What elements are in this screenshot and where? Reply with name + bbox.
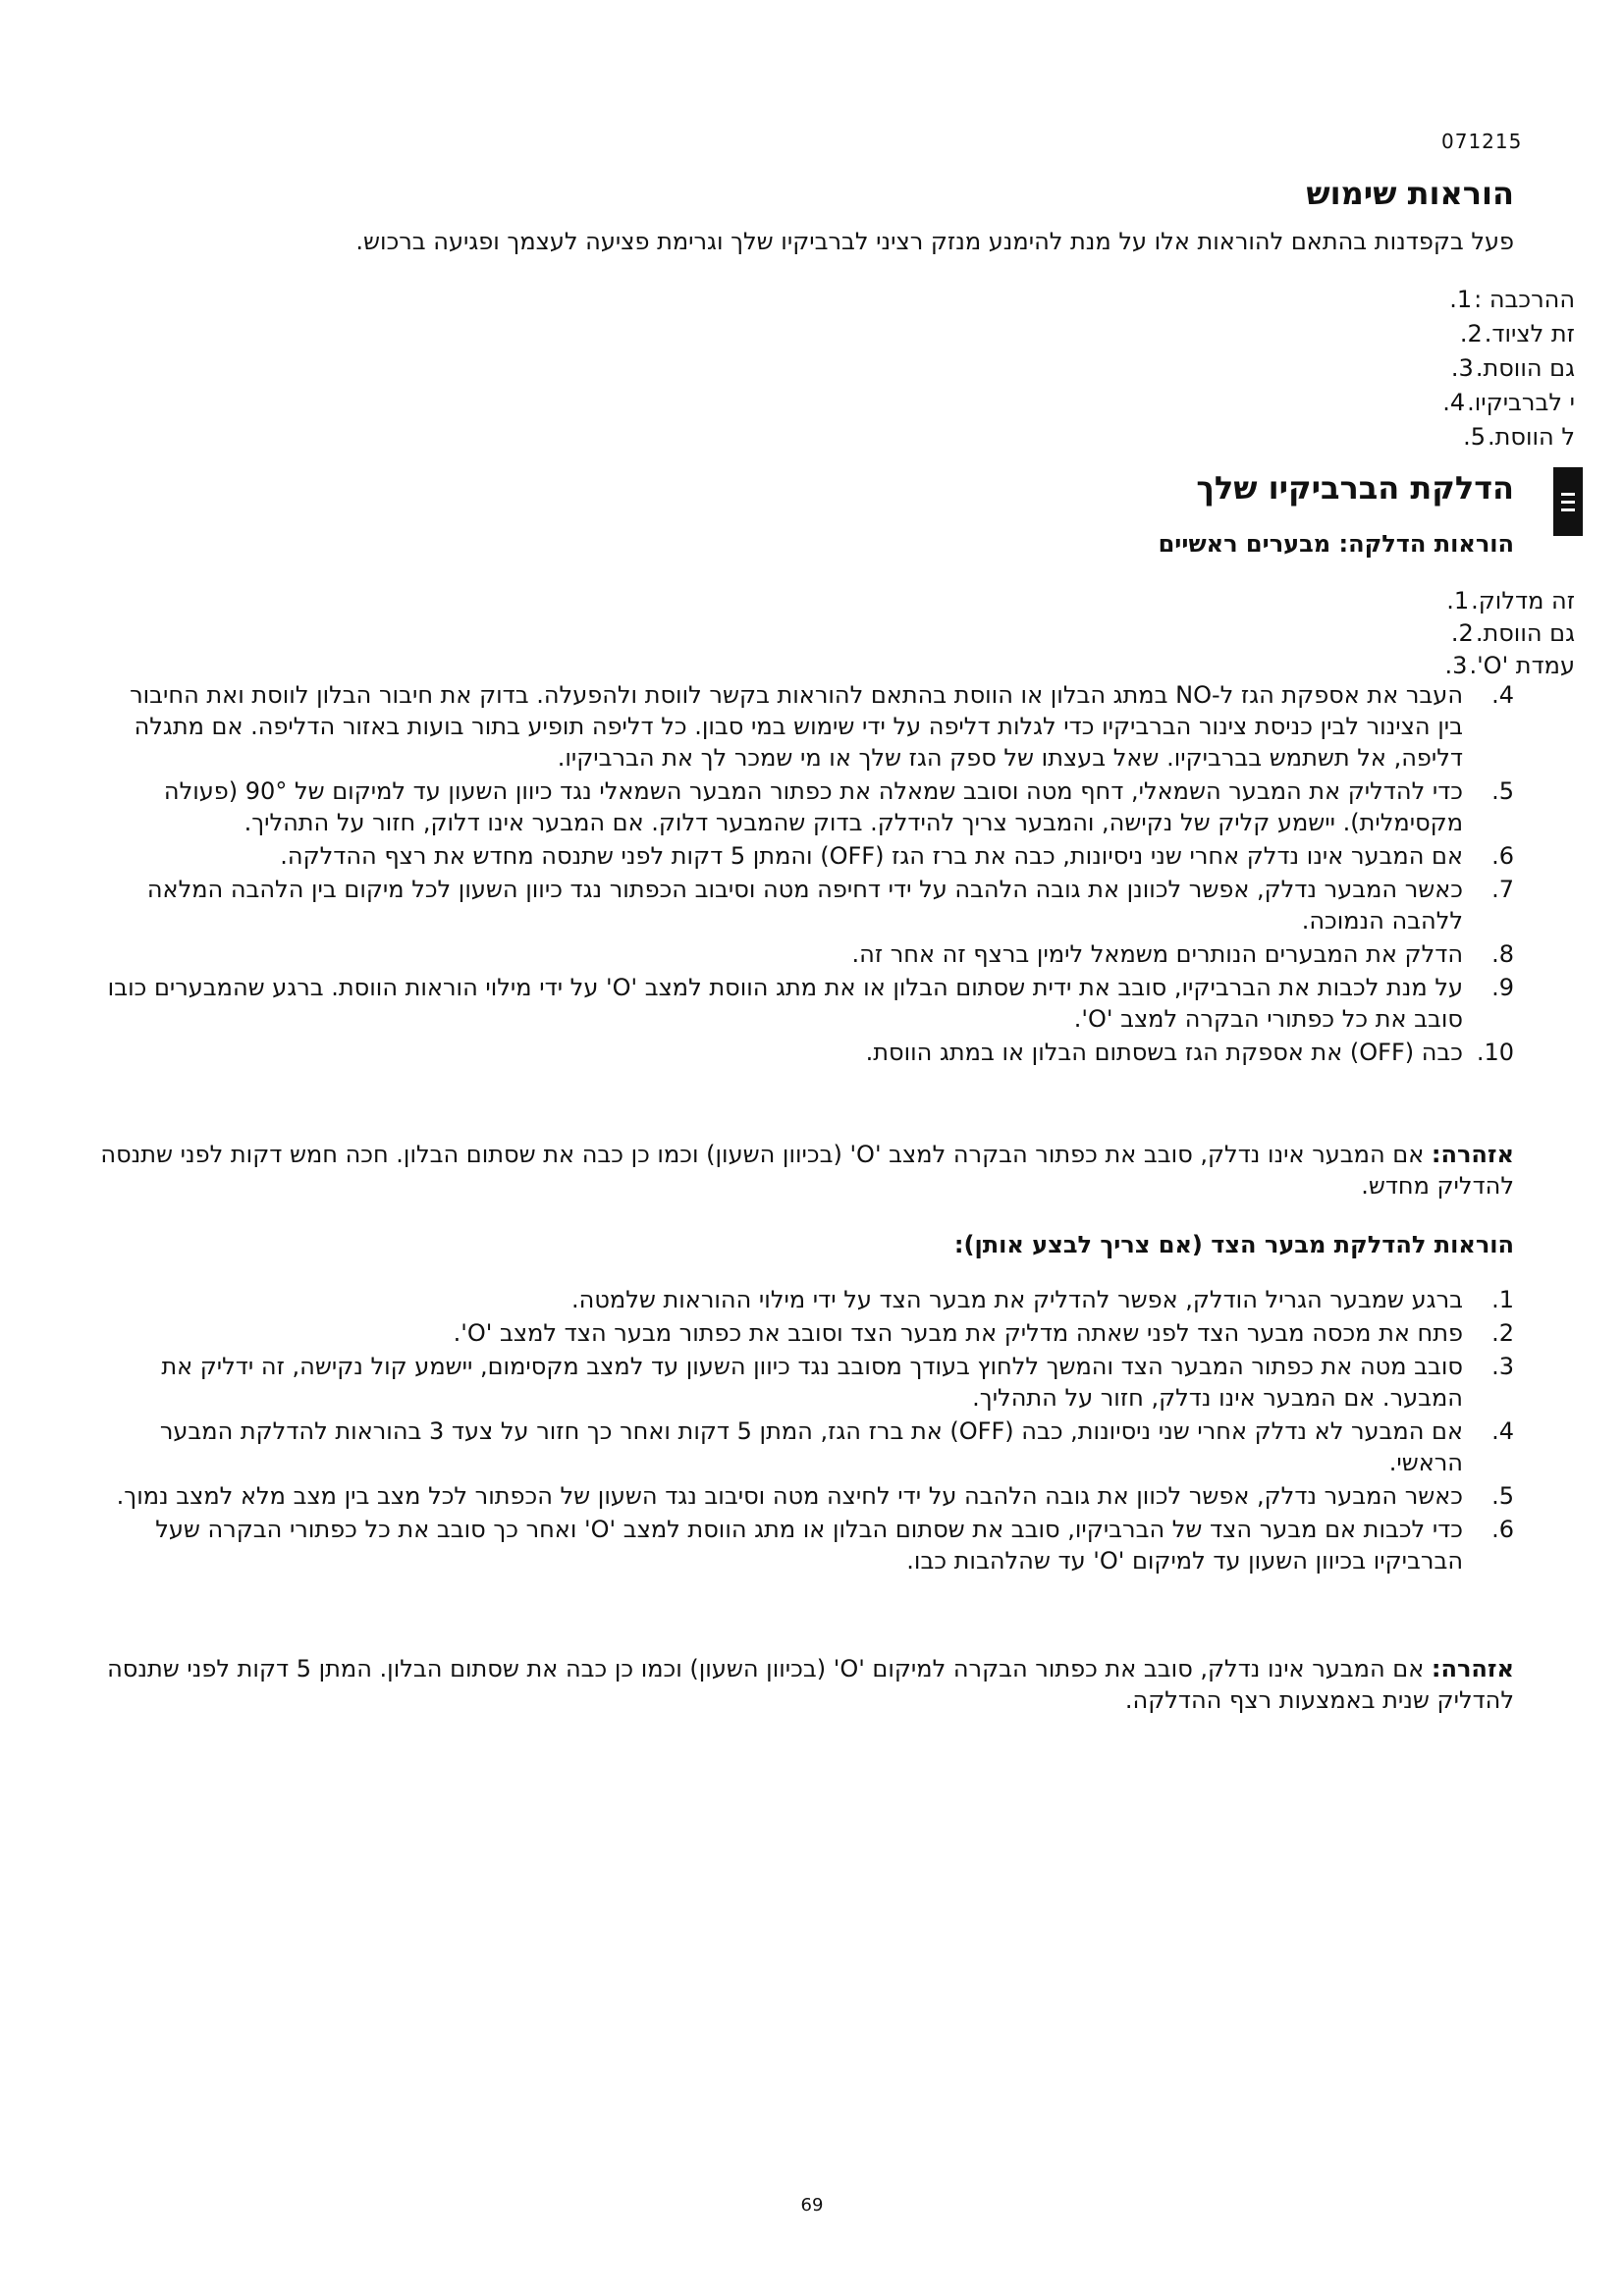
list-item: 6. אם המבער אינו נדלק אחרי שני ניסיונות, כבה את ברז הגז (OFF) והמתן 5 דקות לפני שתנסה מחדש את רצף ההדלקה. (280, 842, 1514, 870)
main-burners-subtitle: הוראות הדלקה: מבערים ראשיים (1158, 530, 1514, 558)
list-item: 4. אם המבער לא נדלק אחרי שני ניסיונות, כבה (OFF) את ברז הגז, המתן 5 דקות ואחר כך חזור על צעד 3 בהוראות להדלקת המבער הראשי. (159, 1417, 1514, 1476)
main-burner-steps (100, 679, 1514, 1070)
list-item: זת לציוד. 2. (1459, 320, 1575, 347)
language-tab-icon (1553, 467, 1583, 536)
cut-steps-list (1418, 585, 1575, 682)
page-number: 69 (800, 2195, 824, 2216)
list-item: 7. כאשר המבער נדלק, אפשר לכוונן את גובה הלהבה על ידי דחיפה מטה וסיבוב הכפתור נגד כיוון השעון לכל מיקום בין הלהבה המלאה ללהבה הנמוכה. (146, 876, 1514, 934)
list-item: י לברביקיו. 4. (1442, 389, 1575, 416)
list-item: ל הווסת. 5. (1463, 423, 1575, 451)
usage-instructions-title: הוראות שימוש (1306, 175, 1514, 212)
side-burner-steps (100, 1284, 1514, 1578)
list-item: 8. הדלק את המבערים הנותרים משמאל לימין ברצף זה אחר זה. (851, 940, 1514, 968)
list-item: גם הווסת. 3. (1450, 354, 1575, 382)
list-item: גם הווסת. 2. (1450, 619, 1575, 647)
usage-intro-paragraph: פעל בקפדנות בהתאם להוראות אלו על מנת להימנע מנזק רציני לברביקיו שלך וגרימת פציעה לעצמך ופגיעה ברכוש. (355, 228, 1514, 255)
document-code: 071215 (1441, 130, 1523, 153)
list-item: 3. סובב מטה את כפתור המבער הצד והמשך ללחוץ בעודך מסובב נגד כיוון השעון עד למצב מקסימום, יישמע קול נקישה, זה ידליק את המבער. אם המבער אינו נדלק, חזור על התהליך. (161, 1353, 1514, 1412)
side-burner-title: הוראות להדלקת מבער הצד (אם צריך לבצע אותן): (953, 1231, 1514, 1258)
warning-text: אם המבער אינו נדלק, סובב את כפתור הבקרה למצב 'O' (בכיוון השעון) וכמו כן כבה את שסתום הבלון. חכה חמש דקות לפני שתנסה להדליק מחדש. (100, 1141, 1514, 1200)
list-item: 5. כדי להדליק את המבער השמאלי, דחף מטה וסובב שמאלה את כפתור המבער השמאלי נגד כיוון השעון עד למיקום של 90° (פעולה מקסימלית). יישמע קליק של נקישה, והמבער צריך להידלק. בדוק שהמבער דלוק. אם המבער אינו דלוק, חזור על התהליך. (163, 777, 1514, 836)
warning-side-burner (100, 1653, 1514, 1716)
list-item: 10. כבה (OFF) את אספקת הגז בשסתום הבלון או במתג הווסת. (865, 1039, 1514, 1066)
list-item: 9. על מנת לכבות את הברביקיו, סובב את ידית שסתום הבלון או את מתג הווסת למצב 'O' על ידי מילוי הוראות הווסת. ברגע שהמבערים כובו סובב את כל כפתורי הבקרה למצב 'O'. (107, 974, 1514, 1033)
warning-text: אם המבער אינו נדלק, סובב את כפתור הבקרה למיקום 'O' (בכיוון השעון) וכמו כן כבה את שסתום הבלון. המתן 5 דקות לפני שתנסה להדליק שנית באמצעות רצף ההדלקה. (107, 1655, 1514, 1714)
warning-label: אזהרה: (1431, 1141, 1514, 1168)
list-item: 6. כדי לכבות אם מבער הצד של הברביקיו, סובב את שסתום הבלון או מתג הווסת למצב 'O' ואחר כך סובב את כל כפתורי הבקרה שעל הברביקיו בכיוון השעון עד למיקום 'O' עד שהלהבות כבו. (155, 1516, 1514, 1575)
list-item: זה מדלוק. 1. (1446, 587, 1575, 614)
warning-label: אזהרה: (1431, 1655, 1514, 1682)
list-item: ההרכבה : 1. (1449, 286, 1575, 313)
list-item: 4. העבר את אספקת הגז ל-NO במתג הבלון או הווסת בהתאם להוראות בקשר לווסת ולהפעלה. בדוק את חיבור הבלון לווסת ואת החיבור בין הצינור לבין כניסת צינור הברביקיו כדי לגלות דליפה על ידי שימוש במי סבון. כל דליפה תופיע בתור בועות באזור הדליפה. אם מתגלה דליפה, אל תשתמש בברביקיו. שאל בעצתו של ספק הגז שלך או מי שמכר לך את הברביקיו. (130, 681, 1514, 772)
warning-main-burner (100, 1139, 1514, 1201)
safety-list (1320, 283, 1575, 454)
list-item: 2. פתח את מכסה מבער הצד לפני שאתה מדליק את מבער הצד וסובב את כפתור מבער הצד למצב 'O'. (453, 1319, 1514, 1347)
list-item: 5. כאשר המבער נדלק, אפשר לכוון את גובה הלהבה על ידי לחיצה מטה וסיבוב נגד השעון של הכפתור לכל מצב בין מצב מלא למצב נמוך. (116, 1482, 1514, 1510)
lighting-bbq-title: הדלקת הברביקיו שלך (1196, 469, 1514, 507)
list-item: 1. ברגע שמבער הגריל הודלק, אפשר להדליק את מבער הצד על ידי מילוי ההוראות שלמטה. (571, 1286, 1514, 1313)
list-item: עמדת 'O'. 3. (1444, 652, 1575, 679)
